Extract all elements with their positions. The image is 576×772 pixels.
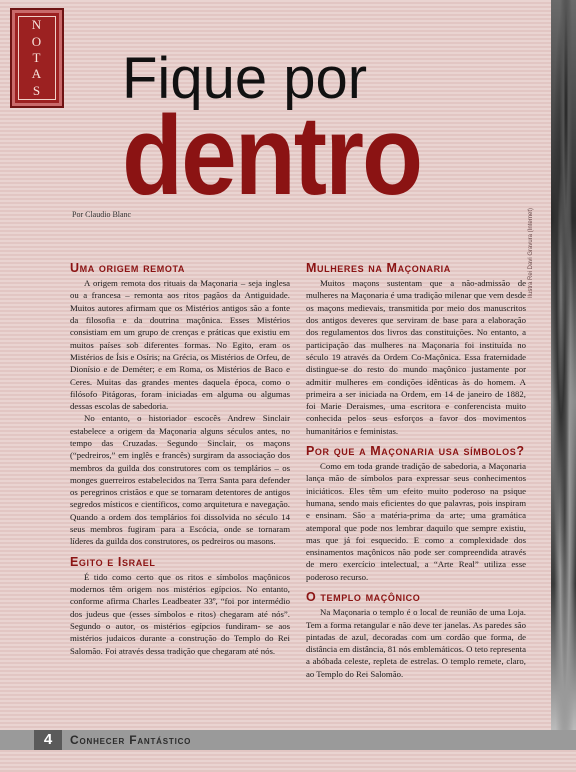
tab-letter: N: [31, 17, 43, 33]
right-column: [306, 262, 526, 680]
paragraph: Na Maçonaria o templo é o local de reunião de uma Loja. Tem a forma retangular e não deve ter janelas. As paredes são pintadas de azul, decoradas com um cordão que forma, de distância em distância, 81 nós emblemáticos. O teto representa a abóbada celeste, repleta de estrelas. O templo remete, claro, ao Templo do Rei Salomão.: [306, 607, 526, 679]
paragraph: É tido como certo que os ritos e símbolos maçônicos modernos têm origem nos mistérios egípcios. No entanto, conforme afirma Charles Leadbeater 33º, “foi por intermédio dos judeus que (esses símbolos e ritos) chegaram até nós”. Segundo o autor, os mistérios egípcios fundiram- se aos mistérios judaicos durante a construção do Templo do Rei Salomão. Foi através dessa tradição que chegaram até nós.: [70, 571, 290, 656]
section-tab: [10, 8, 64, 108]
tab-letter: A: [31, 66, 43, 82]
magazine-title: Conhecer Fantástico: [70, 733, 192, 747]
section-heading: Egito e Israel: [70, 554, 156, 569]
paragraph: Muitos maçons sustentam que a não-admissão de mulheres na Maçonaria é uma tradição milenar que vem desde os maçons medievais, transmitida por meio dos manuscritos dos antigos deveres que serviram de base para a elaboração dos regulamentos dos livros das constituições. No entanto, a participação das mulheres na Maçonaria foi instituída no século 19 através da Ordem Co-Maçônica. Essa fraternidade distingue-se do resto do mundo maçônico justamente por admitir mulheres em condições idênticas às do homem. A primeira a ser iniciada na Ordem, em 14 de janeiro de 1882, foi Marie Deraismes, uma escritora e conferencista muito conhecida pelos seus esforços a favor dos movimentos humanitários e feministas.: [306, 278, 526, 436]
page-title-line2: dentro: [122, 93, 422, 219]
section-heading: O templo maçônico: [306, 590, 421, 605]
paragraph: Como em toda grande tradição de sabedoria, a Maçonaria lança mão de símbolos para expressar seus conhecimentos iniciáticos. Eles têm um efeito muito poderoso na psique humana, sendo mais eficientes do que palavras, pois inspiram e ensinam. São a matéria-prima da arte; uma gramática atemporal que pode nos lembrar daquilo que sempre existiu, mas que já foi esquecido. E como a complexidade dos ensinamentos maçônicos não pode ser compreendida através de mero exercício intelectual, a “Arte Real” utiliza esse poderoso recurso.: [306, 461, 526, 582]
page-number: 4: [34, 730, 62, 750]
left-column: [70, 262, 290, 657]
paragraph: No entanto, o historiador escocês Andrew Sinclair estabelece a origem da Maçonaria alguns séculos antes, no tempo das Cruzadas. Segundo Sinclair, os maçons (“pedreiros,” em inglês e francês) surgiram da associação dos membros da guilda dos construtores com os templários – os monges guerreiros estabelecidos na Terra Santa para defender os peregrinos cristãos e que se tornaram detentores de antigos segredos místicos e científicos, como arquitetura e navegação. Quando a ordem dos templários foi dissolvida no século 14 seus membros fugiram para a Escócia, onde se tornaram líderes da guilda dos construtores, os pedreiros ou masons.: [70, 413, 290, 547]
tab-letter: T: [32, 49, 42, 65]
photo-credit: Ilustra Rei Davi Gravura (Internet): [528, 207, 534, 298]
paragraph: A origem remota dos rituais da Maçonaria – seja inglesa ou a francesa – remonta aos ritos pagãos da Antiguidade. Muitos autores afirmam que os Mistérios antigos são a fonte da filosofia e da doutrina maçônica. Esses Mistérios consistiam em um grupo de crenças e práticas que existiu em muitos países sob diferentes formas. No Egito, eram os Mistérios de Ísis e Osíris; na Grécia, os Mistérios de Orfeu, de Dionísio e de Deméter; e em Roma, os Mistérios de Baco e Ceres. Muitas das grandes mentes daquela época, como o filósofo Pitágoras, foram iniciadas em alguma ou algumas dessas escolas de sabedoria.: [70, 278, 290, 412]
section-heading: Por que a Maçonaria usa símbolos?: [306, 443, 525, 458]
byline: Por Claudio Blanc: [72, 210, 132, 219]
section-heading: Uma origem remota: [70, 261, 185, 275]
section-tab-label: [18, 16, 56, 100]
tab-letter: S: [32, 82, 42, 98]
side-photo: [551, 0, 576, 730]
section-heading: Mulheres na Maçonaria: [306, 261, 451, 275]
page-title-line1: Fique por: [122, 46, 368, 111]
tab-letter: O: [31, 33, 43, 49]
